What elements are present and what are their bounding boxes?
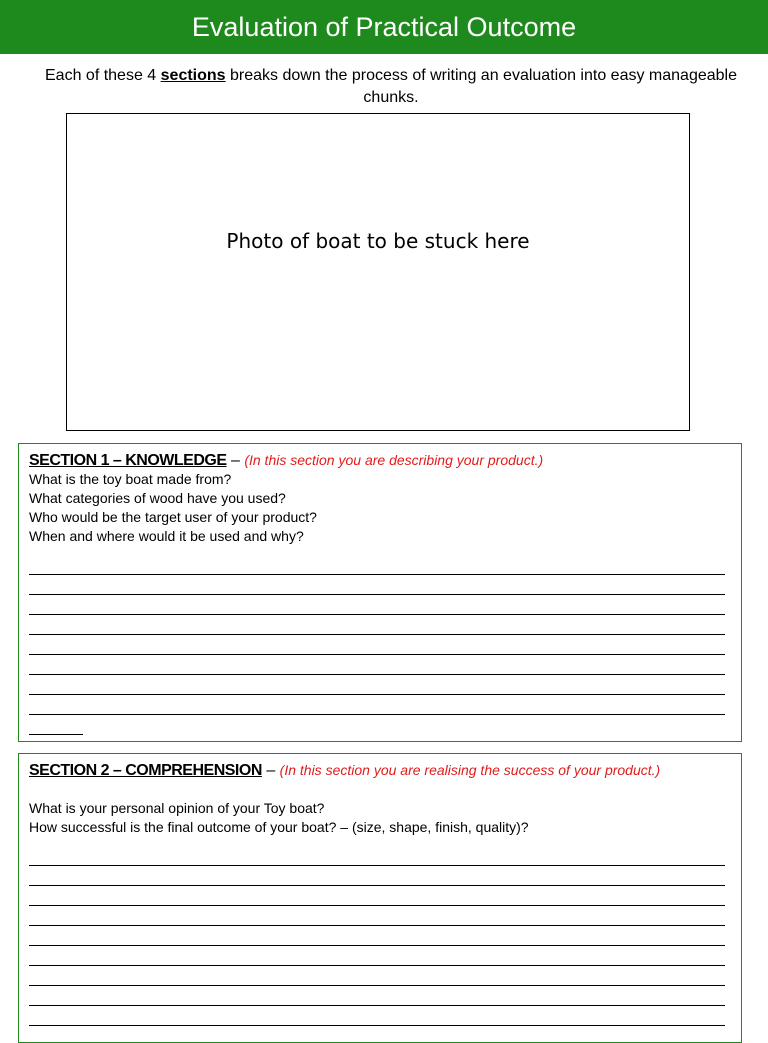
answer-line[interactable] — [29, 986, 725, 1006]
intro-text — [30, 65, 752, 109]
photo-placeholder-box — [66, 113, 690, 431]
section-knowledge-dash: – — [226, 452, 245, 469]
answer-line[interactable] — [29, 615, 725, 635]
answer-line[interactable] — [29, 595, 725, 615]
answer-line[interactable] — [29, 635, 725, 655]
answer-line[interactable] — [29, 926, 725, 946]
answer-lines — [29, 846, 731, 1026]
answer-line[interactable] — [29, 886, 725, 906]
answer-line[interactable] — [29, 906, 725, 926]
section-comprehension — [18, 753, 742, 1043]
answer-line[interactable] — [29, 946, 725, 966]
section-knowledge-note: (In this section you are describing your product.) — [244, 452, 544, 468]
section-comprehension-heading — [29, 761, 731, 780]
answer-lines — [29, 555, 731, 735]
intro-after: breaks down the process of writing an evaluation into easy manageable chunks. — [225, 67, 737, 106]
page-title: Evaluation of Practical Outcome — [191, 11, 577, 42]
section-comprehension-note: (In this section you are realising the success of your product.) — [279, 762, 661, 778]
question: What is your personal opinion of your Toy boat? — [29, 800, 325, 816]
section-knowledge-title: SECTION 1 – KNOWLEDGE — [29, 452, 227, 469]
answer-line[interactable] — [29, 966, 725, 986]
section-comprehension-dash: – — [261, 762, 280, 779]
question: When and where would it be used and why? — [29, 528, 304, 544]
question: How successful is the final outcome of your boat? – (size, shape, finish, quality)? — [29, 819, 529, 835]
answer-line[interactable] — [29, 655, 725, 675]
spacer — [29, 780, 731, 799]
section-knowledge-heading — [29, 451, 731, 470]
answer-line[interactable] — [29, 695, 725, 715]
intro-highlight: sections — [160, 67, 226, 84]
photo-placeholder-text: Photo of boat to be stuck here — [226, 229, 530, 253]
answer-line[interactable] — [29, 675, 725, 695]
answer-line[interactable] — [29, 866, 725, 886]
answer-line[interactable] — [29, 715, 83, 735]
page-title-bar — [0, 0, 768, 54]
answer-line[interactable] — [29, 1006, 725, 1026]
question: Who would be the target user of your product? — [29, 509, 317, 525]
answer-line[interactable] — [29, 575, 725, 595]
section-knowledge — [18, 443, 742, 742]
question: What categories of wood have you used? — [29, 490, 286, 506]
intro-before: Each of these 4 — [45, 67, 161, 84]
answer-line[interactable] — [29, 555, 725, 575]
answer-line[interactable] — [29, 846, 725, 866]
section-comprehension-title: SECTION 2 – COMPREHENSION — [29, 762, 262, 779]
question: What is the toy boat made from? — [29, 471, 232, 487]
